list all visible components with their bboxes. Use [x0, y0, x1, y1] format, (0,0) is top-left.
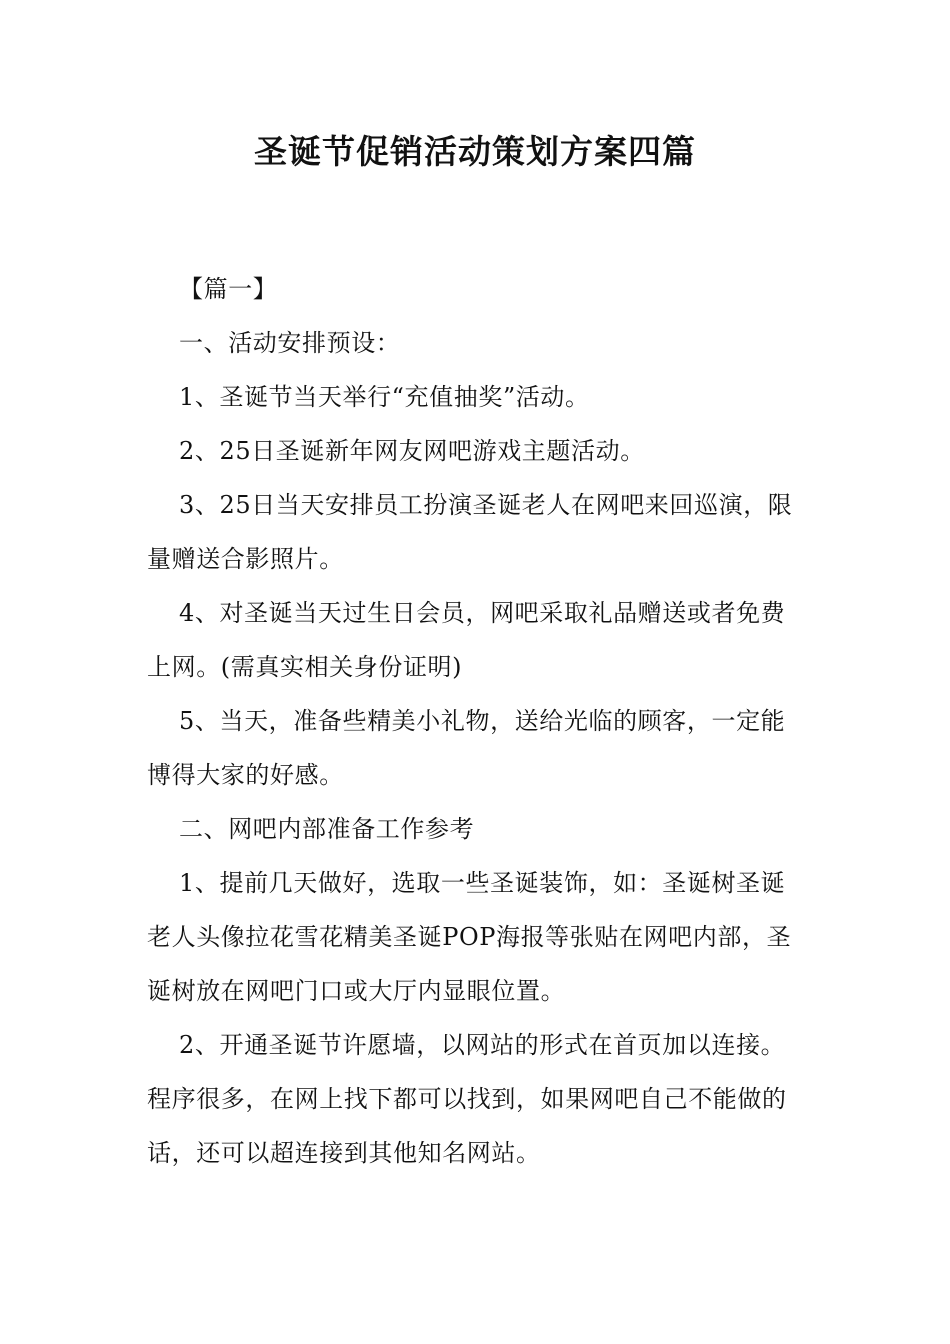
paragraph-prep-2: 2、开通圣诞节许愿墙，以网站的形式在首页加以连接。程序很多，在网上找下都可以找到，如果网吧自己不能做的话，还可以超连接到其他知名网站。 [147, 1031, 787, 1167]
paragraph-item-5: 5、当天，准备些精美小礼物，送给光临的顾客，一定能博得大家的好感。 [147, 707, 786, 789]
paragraph-item-2: 2、25日圣诞新年网友网吧游戏主题活动。 [179, 437, 645, 465]
section-heading-internal-preparation: 二、网吧内部准备工作参考 [179, 815, 475, 843]
section-heading-part-one: 【篇一】 [179, 275, 278, 303]
document-body [147, 262, 807, 1180]
paragraph-item-3: 3、25日当天安排员工扮演圣诞老人在网吧来回巡演，限量赠送合影照片。 [147, 491, 793, 573]
document-title: 圣诞节促销活动策划方案四篇 [254, 132, 696, 171]
paragraph-item-4: 4、对圣诞当天过生日会员，网吧采取礼品赠送或者免费上网。(需真实相关身份证明) [147, 599, 786, 681]
paragraph-item-1: 1、圣诞节当天举行“充值抽奖”活动。 [179, 383, 590, 411]
section-heading-activity-arrangement: 一、活动安排预设： [179, 329, 401, 357]
paragraph-prep-1: 1、提前几天做好，选取一些圣诞装饰，如：圣诞树圣诞老人头像拉花雪花精美圣诞POP海报等张贴在网吧内部，圣诞树放在网吧门口或大厅内显眼位置。 [147, 869, 792, 1005]
